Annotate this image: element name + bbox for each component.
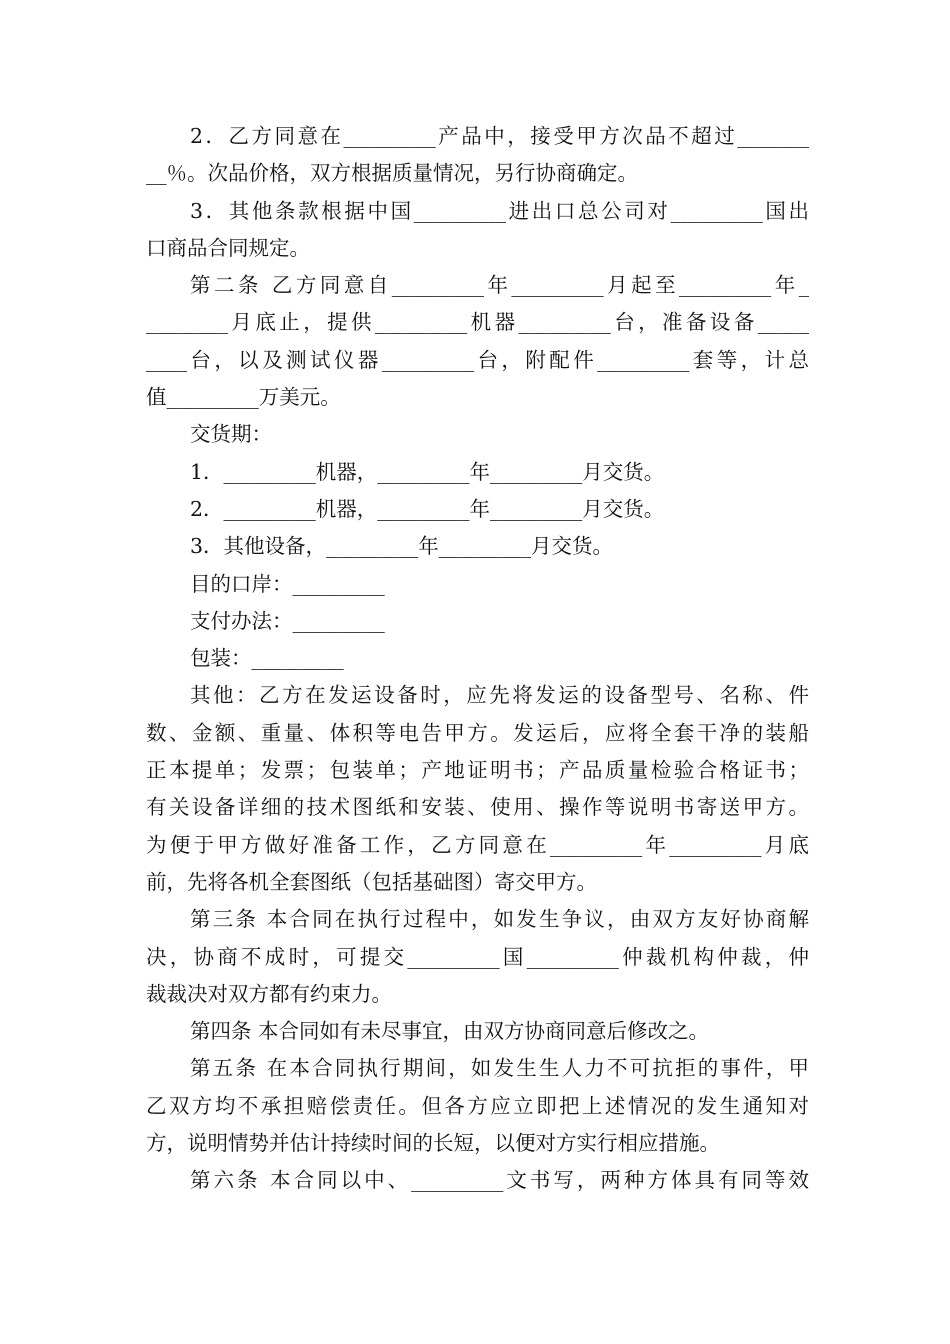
text-line: 3．其他设备，_________年_________月交货。	[190, 534, 614, 559]
text-line: 第六条 本合同以中、_________文书写，两种方体具有同等效	[190, 1168, 809, 1193]
text-line: 支付办法：_________	[190, 608, 385, 633]
text-line: 方，说明情势并估计持续时间的长短，以便对方实行相应措施。	[146, 1131, 720, 1156]
text-line: 交货期：	[190, 422, 272, 447]
text-line: 值_________万美元。	[146, 385, 341, 410]
text-line: 前，先将各机全套图纸（包括基础图）寄交甲方。	[146, 869, 597, 894]
text-line: 口商品合同规定。	[146, 235, 310, 260]
text-line: 2．_________机器，_________年_________月交货。	[190, 496, 665, 521]
text-line: 有关设备详细的技术图纸和安装、使用、操作等说明书寄送甲方。	[146, 795, 809, 820]
text-line: 数、金额、重量、体积等电告甲方。发运后，应将全套干净的装船	[146, 720, 809, 745]
text-line: 其他：乙方在发运设备时，应先将发运的设备型号、名称、件	[190, 683, 809, 708]
text-line: ____台，以及测试仪器_________台，附配件_________套等，计总	[146, 347, 809, 372]
text-line: 为便于甲方做好准备工作，乙方同意在_________年_________月底	[146, 832, 809, 857]
document-page	[146, 118, 809, 1200]
text-line: 包装：_________	[190, 646, 344, 671]
text-line: __％。次品价格，双方根据质量情况，另行协商确定。	[146, 161, 638, 186]
text-line: ________月底止，提供_________机器_________台，准备设备_____	[146, 310, 809, 335]
text-line: 第四条 本合同如有未尽事宜，由双方协商同意后修改之。	[190, 1019, 710, 1044]
text-line: 乙双方均不承担赔偿责任。但各方应立即把上述情况的发生通知对	[146, 1093, 809, 1118]
text-line: 正本提单；发票；包装单；产地证明书；产品质量检验合格证书；	[146, 758, 809, 783]
text-line: 2．乙方同意在_________产品中，接受甲方次品不超过_______	[190, 124, 809, 148]
text-line: 第三条 本合同在执行过程中，如发生争议，由双方友好协商解	[190, 907, 809, 932]
text-line: 第五条 在本合同执行期间，如发生生人力不可抗拒的事件，甲	[190, 1056, 809, 1081]
text-line: 决，协商不成时，可提交_________国_________仲裁机构仲裁，仲	[146, 944, 809, 969]
text-line: 裁裁决对双方都有约束力。	[146, 981, 392, 1006]
text-line: 目的口岸：_________	[190, 571, 385, 596]
text-line: 3．其他条款根据中国_________进出口总公司对_________国出	[190, 198, 809, 223]
text-line: 第二条 乙方同意自_________年_________月起至_________年_	[190, 273, 809, 298]
text-line: 1．_________机器，_________年_________月交货。	[190, 459, 665, 484]
